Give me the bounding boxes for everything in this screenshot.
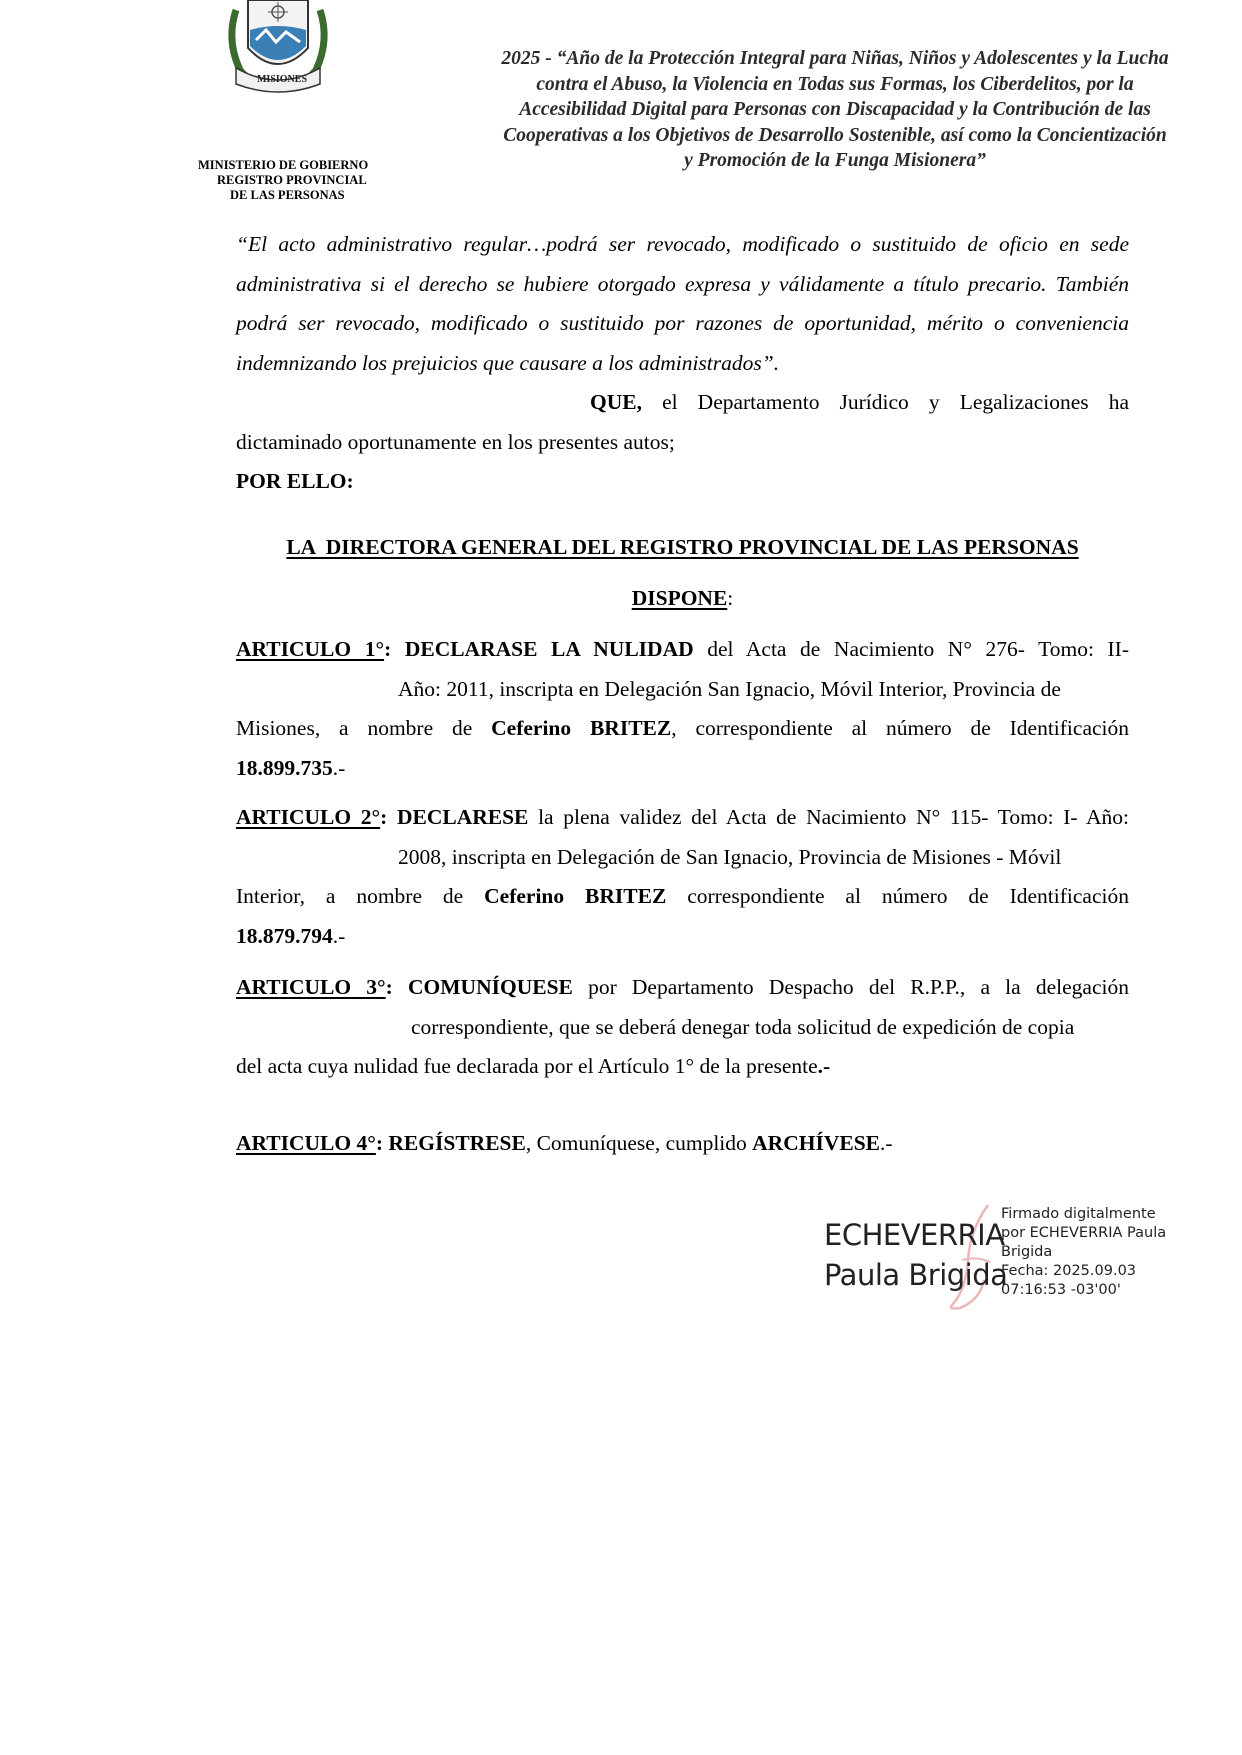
signature-name [824, 1215, 1007, 1295]
article-end: .- [880, 1131, 893, 1155]
signature-given-names: Paula Brigida [824, 1258, 1008, 1292]
dispone-word: DISPONE [631, 586, 728, 610]
year-header-line: 2025 - “Año de la Protección Integral para Niñas, Niños y Adolescentes y la Lucha [501, 48, 1169, 69]
article-text: correspondiente, que se deberá denegar toda solicitud de expedición de copia [411, 1014, 1075, 1039]
article-text: , Comuníquese, cumplido [525, 1131, 747, 1155]
ministry-block [190, 158, 390, 203]
signature-details [1001, 1205, 1166, 1300]
signature-time: 07:16:53 -03'00' [1001, 1282, 1121, 1298]
article-end: .- [332, 755, 346, 780]
article-3 [236, 968, 1129, 1087]
person-name: Ceferino BRITEZ [484, 884, 667, 908]
article-label: ARTICULO 3° [236, 975, 386, 999]
article-end: .- [332, 923, 346, 948]
article-lead: DECLARESE [396, 805, 529, 829]
que-text-2: dictaminado oportunamente en los presentes autos; [236, 429, 675, 454]
que-text: el Departamento Jurídico y Legalizaciones ha [662, 390, 1130, 414]
article-colon: : [380, 805, 388, 829]
article-1 [236, 630, 1129, 788]
article-text: correspondiente al número de Identificación [687, 884, 1129, 908]
dispone-heading [236, 579, 1129, 619]
article-label: ARTICULO 1° [236, 637, 385, 661]
article-label: ARTICULO 4° [236, 1131, 376, 1155]
article-text: Interior, a nombre de [236, 884, 464, 908]
article-colon: : [375, 1131, 384, 1155]
resolution-title-text: LA DIRECTORA GENERAL DEL REGISTRO PROVINCIAL DE LAS PERSONAS [286, 535, 1079, 559]
article-text: del Acta de Nacimiento N° 276- Tomo: II- [707, 637, 1130, 661]
ministry-line: MINISTERIO DE GOBIERNO [198, 158, 369, 172]
person-name: Ceferino BRITEZ [491, 716, 672, 740]
article-2 [236, 798, 1129, 956]
que-paragraph [236, 383, 1129, 462]
que-label: QUE, [590, 390, 642, 414]
article-text: Misiones, a nombre de [236, 716, 473, 740]
article-text: 2008, inscripta en Delegación de San Ignacio, Provincia de Misiones - Móvil [398, 844, 1062, 869]
year-header-line: contra el Abuso, la Violencia en Todas sus Formas, los Ciberdelitos, por la [536, 73, 1134, 95]
ministry-line: REGISTRO PROVINCIAL [217, 173, 367, 187]
article-text: , correspondiente al número de Identificación [671, 716, 1130, 740]
article-end: .- [817, 1054, 831, 1078]
archive-word: ARCHÍVESE [752, 1131, 880, 1155]
article-text: la plena validez del Acta de Nacimiento N° 115- Tomo: I- Año: [538, 805, 1129, 829]
signature-date: Fecha: 2025.09.03 [1001, 1263, 1137, 1279]
signature-detail-line: por ECHEVERRIA Paula [1001, 1225, 1167, 1241]
article-text: por Departamento Despacho del R.P.P., a la delegación [588, 975, 1129, 999]
year-header-line: Accesibilidad Digital para Personas con Discapacidad y la Contribución de las [519, 99, 1151, 120]
signature-detail-line: Firmado digitalmente [1001, 1206, 1156, 1222]
year-header-line: y Promoción de la Funga Misionera” [684, 150, 986, 171]
resolution-title [236, 528, 1129, 568]
article-colon: : [384, 637, 392, 661]
article-label: ARTICULO 2° [236, 805, 381, 829]
por-ello: POR ELLO: [236, 469, 354, 493]
ministry-line: DE LAS PERSONAS [230, 188, 345, 202]
seal-label: MISIONES [256, 74, 307, 85]
article-lead: DECLARASE LA NULIDAD [404, 637, 694, 661]
article-text: Año: 2011, inscripta en Delegación San Ignacio, Móvil Interior, Provincia de [398, 676, 1061, 701]
article-4 [236, 1124, 1129, 1164]
article-text: del acta cuya nulidad fue declarada por el Artículo 1° de la presente [236, 1054, 818, 1078]
signature-detail-line: Brigida [1001, 1244, 1053, 1260]
article-colon: : [385, 975, 393, 999]
dispone-colon: : [727, 586, 734, 610]
year-header-line: Cooperativas a los Objetivos de Desarrollo Sostenible, así como la Concientización [503, 124, 1167, 146]
legal-quote: “El acto administrativo regular…podrá ser revocado, modificado o sustituido de oficio en sede administrativa si el derecho se hubiere otorgado expresa y válidamente a título precario. También podrá ser revocado, modificado o sustituido por razones de oportunidad, mérito o conveniencia indemnizando los prejuicios que causare a los administrados”. [236, 232, 1129, 375]
year-header [470, 46, 1200, 174]
article-lead: REGÍSTRESE [388, 1131, 526, 1155]
signature-surname: ECHEVERRIA [824, 1218, 1005, 1252]
id-number: 18.899.735 [236, 755, 333, 780]
id-number: 18.879.794 [236, 923, 333, 948]
article-lead: COMUNÍQUESE [408, 975, 573, 999]
